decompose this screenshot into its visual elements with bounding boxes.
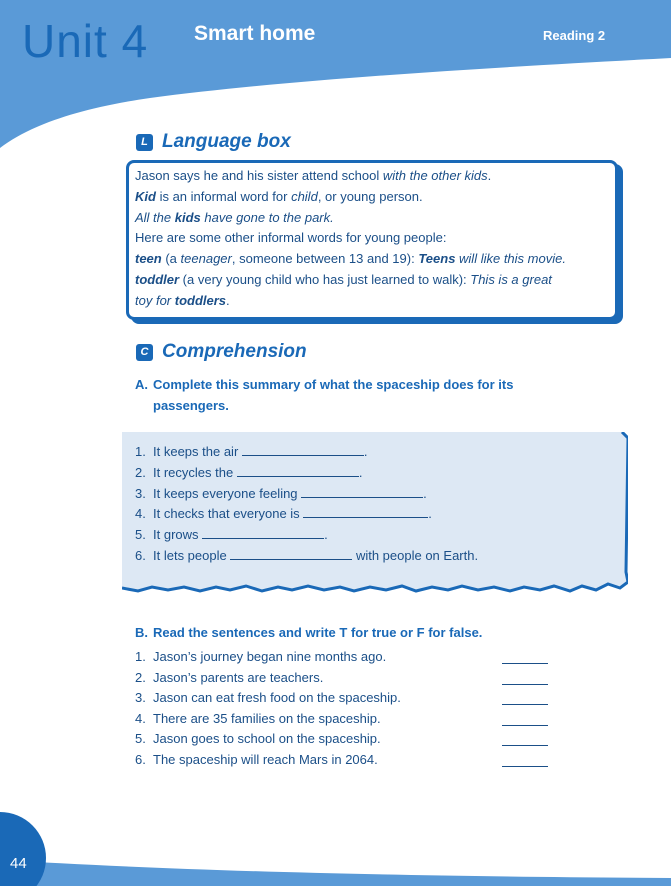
- language-box-heading: [136, 131, 291, 153]
- unit-title: Unit 4: [22, 15, 149, 67]
- item-number: 6.: [135, 752, 146, 767]
- language-box-segment: Teens: [418, 251, 456, 267]
- item-number: 1.: [135, 649, 146, 664]
- item-statement: The spaceship will reach Mars in 2064.: [153, 752, 378, 767]
- language-box-segment: Jason says he and his sister attend school: [135, 168, 383, 183]
- summary-item: [135, 443, 368, 463]
- item-number: 3.: [135, 690, 146, 706]
- language-box-segment: toy for: [135, 292, 175, 308]
- language-box-text: [135, 166, 615, 312]
- language-box-segment: with the other kids: [382, 168, 488, 183]
- page-number: 44: [10, 855, 27, 872]
- comprehension-heading: [136, 341, 307, 363]
- language-box-segment: Here are some other informal words for young people:: [135, 230, 447, 246]
- item-statement: Jason goes to school on the spaceship.: [153, 731, 381, 747]
- language-box-segment: teen: [135, 251, 162, 267]
- summary-item: [135, 464, 362, 484]
- true-false-answer-line[interactable]: [502, 766, 548, 767]
- true-false-answer-line[interactable]: [502, 684, 548, 685]
- true-false-answer-line[interactable]: [502, 663, 548, 664]
- comprehension-title: Comprehension: [162, 341, 307, 362]
- language-box-segment: This is a great: [470, 271, 552, 287]
- true-false-item: [135, 670, 323, 690]
- language-box-segment: child: [291, 188, 318, 204]
- comprehension-icon: C: [136, 344, 153, 361]
- language-box-segment: , someone between 13 and 19):: [231, 251, 419, 267]
- true-false-item: [135, 649, 386, 669]
- item-text-before: It keeps the air: [153, 444, 242, 459]
- item-text-after: .: [363, 444, 368, 459]
- item-number: 5.: [135, 731, 146, 747]
- language-box-line: [135, 187, 615, 208]
- language-box-title: Language box: [162, 131, 291, 152]
- true-false-item: [135, 752, 378, 772]
- footer-band: [0, 790, 671, 886]
- item-text-before: It grows: [153, 527, 203, 543]
- true-false-item: [135, 731, 381, 751]
- language-box-segment: (a: [161, 251, 181, 267]
- summary-item: [135, 526, 328, 546]
- language-box-segment: (a very young child who has just learned to walk):: [179, 271, 471, 287]
- item-text-before: It lets people: [153, 548, 231, 563]
- item-text-before: It checks that everyone is: [153, 506, 304, 522]
- language-box-segment: .: [226, 292, 230, 308]
- true-false-item: [135, 711, 381, 731]
- language-box-line: [135, 270, 615, 291]
- item-statement: Jason’s journey began nine months ago.: [153, 649, 387, 664]
- language-box-line: [135, 166, 615, 187]
- true-false-answer-line[interactable]: [502, 725, 548, 726]
- item-text-after: .: [324, 527, 328, 543]
- language-box-line: [135, 291, 615, 312]
- language-box-segment: will like this movie.: [455, 251, 566, 267]
- item-number: 2.: [135, 464, 146, 480]
- item-statement: There are 35 families on the spaceship.: [153, 710, 381, 726]
- item-text-after: with people on Earth.: [352, 548, 479, 563]
- language-box-segment: , or young person.: [317, 188, 423, 204]
- true-false-answer-line[interactable]: [502, 745, 548, 746]
- section-tag: Reading 2: [543, 28, 606, 43]
- language-box-segment: kids: [174, 209, 201, 225]
- item-number: 2.: [135, 669, 146, 685]
- item-number: 4.: [135, 506, 146, 522]
- summary-item: [135, 547, 478, 567]
- part-a-instruction-line1: Complete this summary of what the spaceship does for its: [153, 377, 514, 392]
- answer-blank[interactable]: [237, 464, 359, 477]
- item-text-before: It recycles the: [153, 464, 237, 480]
- part-a-instruction: [135, 377, 513, 392]
- answer-blank[interactable]: [303, 505, 428, 518]
- topic-title: Smart home: [194, 22, 316, 45]
- language-box-line: [135, 228, 615, 249]
- part-b-instruction: [135, 625, 482, 640]
- true-false-item: [135, 690, 401, 710]
- item-text-after: .: [423, 485, 427, 501]
- item-text-after: .: [358, 464, 363, 480]
- language-box-segment: toddlers: [174, 292, 227, 308]
- language-box-segment: All the: [135, 209, 175, 225]
- summary-item: [135, 485, 427, 505]
- language-box-icon: L: [136, 134, 153, 151]
- part-b-instruction-text: Read the sentences and write T for true or F for false.: [153, 625, 483, 640]
- answer-blank[interactable]: [301, 485, 423, 498]
- language-box-segment: Kid: [135, 188, 156, 204]
- language-box-segment: is an informal word for: [155, 188, 292, 204]
- item-number: 6.: [135, 548, 146, 563]
- item-text-after: .: [428, 506, 432, 522]
- summary-item: [135, 505, 432, 525]
- answer-blank[interactable]: [242, 443, 364, 456]
- language-box-line: [135, 249, 615, 270]
- item-number: 5.: [135, 527, 146, 543]
- part-a-instruction-line2: passengers.: [153, 398, 229, 413]
- item-number: 4.: [135, 710, 146, 726]
- answer-blank[interactable]: [230, 547, 352, 560]
- part-b-label: B.: [135, 625, 148, 640]
- item-text-before: It keeps everyone feeling: [153, 485, 302, 501]
- item-number: 1.: [135, 444, 146, 459]
- item-statement: Jason’s parents are teachers.: [153, 669, 324, 685]
- language-box-segment: have gone to the park.: [200, 209, 334, 225]
- true-false-answer-line[interactable]: [502, 704, 548, 705]
- item-number: 3.: [135, 485, 146, 501]
- language-box-segment: .: [487, 168, 492, 183]
- language-box-segment: toddler: [135, 271, 180, 287]
- answer-blank[interactable]: [202, 526, 324, 539]
- part-a-label: A.: [135, 377, 148, 392]
- item-statement: Jason can eat fresh food on the spaceship.: [153, 690, 401, 706]
- language-box-segment: teenager: [180, 251, 232, 267]
- language-box-line: [135, 208, 615, 229]
